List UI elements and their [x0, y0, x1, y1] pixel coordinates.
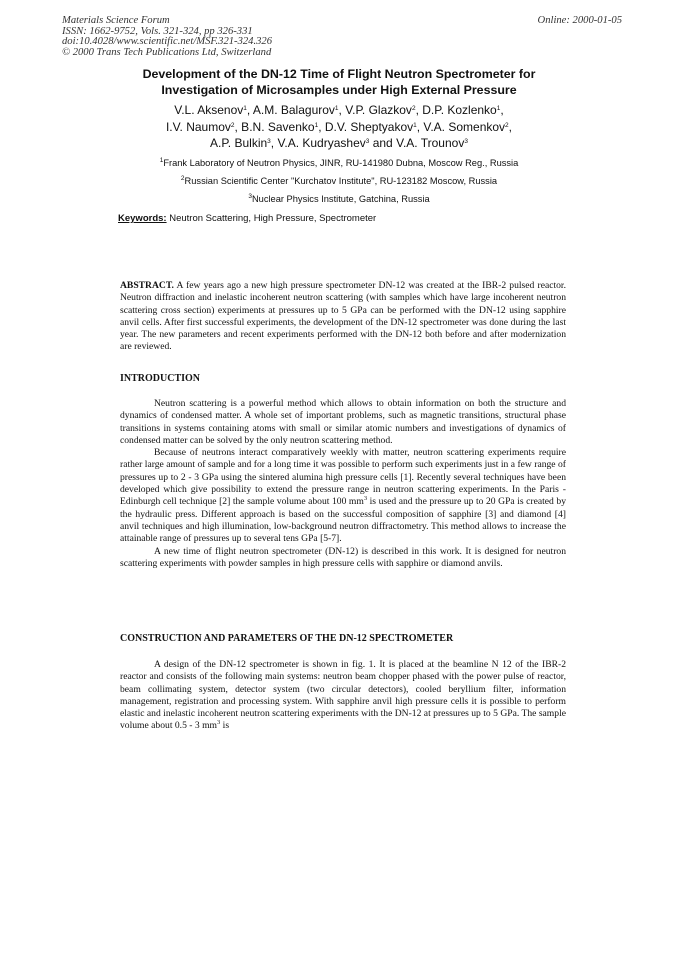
author-list: [62, 102, 616, 152]
affiliation-3: [62, 191, 616, 209]
introduction-paragraph-2: [120, 447, 566, 545]
abstract-text: A few years ago a new high pressure spectrometer DN-12 was created at the IBR-2 pulsed reactor. Neutron diffraction and inelastic incoherent neutron scattering (with samples which have large incoherent neutron scattering cross section) experiments at pressures up to 5 GPa can be performed with the DN-12 using sapphire anvil cells. After first successful experiments, the development of the DN-12 spectrometer was done during the last year. The new parameters and recent experiments performed with the DN-12 both before and after modernization are reviewed.: [120, 280, 566, 353]
author-affil-mark: 3: [365, 138, 370, 145]
author-affil-mark: 1: [334, 105, 339, 112]
affiliation-1: [62, 155, 616, 173]
affiliation-text: Frank Laboratory of Neutron Physics, JINR, RU-141980 Dubna, Moscow Reg., Russia: [163, 158, 519, 168]
online-date: Online: 2000-01-05: [537, 15, 622, 26]
author-name: A.P. Bulkin: [210, 136, 268, 150]
doi-line: doi:10.4028/www.scientific.net/MSF.321-324.326: [62, 36, 272, 48]
construction-body: [120, 659, 566, 733]
author-name: , A.M. Balagurov: [246, 103, 335, 117]
author-separator: ,: [500, 103, 504, 117]
affiliation-text: Nuclear Physics Institute, Gatchina, Russia: [251, 193, 430, 204]
affiliation-mark: 1: [159, 157, 164, 164]
paragraph-text: Because of neutrons interact comparatively weekly with matter, neutron scattering experiments require rather large amount of sample and for a long time it was possible to perform such experiments just in a few range of pressures up to 2 - 3 GPa using the sintered alumina high pressure cells [1]. Recently several techniques have been developed which give possibility to extend the pressure range in neutron scattering experiments. In the Paris - Edinburgh cell technique [2] the sample volume about 100 mm: [120, 447, 566, 508]
keywords: [118, 213, 618, 225]
author-affil-mark: 3: [267, 138, 271, 145]
author-name: , D.V. Sheptyakov: [318, 119, 414, 134]
author-name: and V.A. Trounov: [369, 136, 465, 150]
author-affil-mark: 2: [411, 105, 416, 112]
introduction-paragraph-3: A new time of flight neutron spectrometer (DN-12) is described in this work. It is designed for neutron scattering experiments with powder samples in high pressure cells with sapphire or diamond anvils.: [120, 545, 566, 569]
author-separator: ,: [508, 119, 513, 134]
author-name: V.L. Aksenov: [174, 103, 244, 117]
author-affil-mark: 2: [505, 121, 509, 129]
affiliation-mark: 3: [248, 192, 252, 200]
affiliation-2: [62, 173, 616, 191]
author-affil-mark: 1: [413, 121, 417, 129]
affiliation-list: [62, 155, 616, 208]
author-affil-mark: 1: [314, 121, 319, 129]
author-affil-mark: 1: [243, 105, 247, 112]
running-header: [62, 16, 622, 58]
author-name: , B.N. Savenko: [234, 119, 315, 134]
paragraph-text: A design of the DN-12 spectrometer is shown in fig. 1. It is placed at the beamline N 12 of the IBR-2 reactor and consists of the following main systems: neutron beam chopper phased with the power pulse of reactor, beam collimating system, detector system (two circular detectors), cooled beryllium filter, information management, registration and processing system. With sapphire anvil high pressure cells it is possible to perform elastic and inelastic incoherent neutron scattering experiments with the DN-12 at pressures up to 5 GPa. The sample volume about 0.5 - 3 mm: [120, 659, 566, 732]
construction-heading: CONSTRUCTION AND PARAMETERS OF THE DN-12 SPECTROMETER: [120, 633, 454, 644]
introduction-paragraph-1: Neutron scattering is a powerful method which allows to obtain information on both the structure and dynamics of condensed matter. A whole set of important problems, such as magnetic transitions, structural phase transitions in systems containing atoms with small or similar atomic numbers and investigations of dynamics of condensed matter can be solved by the only neutron scattering method.: [120, 398, 566, 446]
title-line-2: Investigation of Microsamples under High External Pressure: [161, 83, 517, 97]
author-name: I.V. Naumov: [165, 119, 231, 134]
journal-name: Materials Science Forum: [62, 15, 170, 26]
author-name: , D.P. Kozlenko: [415, 103, 497, 117]
paper-title: [62, 66, 616, 98]
author-line-2: [62, 119, 616, 136]
title-line-1: Development of the DN-12 Time of Flight Neutron Spectrometer for: [142, 67, 536, 81]
affiliation-mark: 2: [180, 174, 185, 182]
author-name: , V.A. Somenkov: [416, 119, 506, 134]
keywords-label: Keywords:: [118, 213, 167, 224]
affiliation-text: Russian Scientific Center "Kurchatov Institute", RU-123182 Moscow, Russia: [184, 175, 498, 186]
issn-line: ISSN: 1662-9752, Vols. 321-324, pp 326-331: [62, 25, 253, 37]
author-affil-mark: 1: [496, 105, 501, 112]
construction-paragraph-1: [120, 659, 566, 733]
author-line-1: [62, 102, 616, 119]
introduction-heading: INTRODUCTION: [120, 373, 201, 384]
superscript: 3: [217, 719, 221, 727]
keywords-text: Neutron Scattering, High Pressure, Spectrometer: [166, 213, 377, 224]
copyright-line: © 2000 Trans Tech Publications Ltd, Switzerland: [62, 46, 272, 58]
superscript: 3: [363, 495, 368, 503]
author-line-3: [62, 135, 616, 152]
author-name: , V.P. Glazkov: [338, 103, 412, 117]
paragraph-text: is used and the pressure up to 20 GPa is created by the hydraulic press. Different approach is based on the successful composition of sapphire [3] and diamond [4] anvil techniques and high illumination, low-background neutron diffractometry. This method allows to increase the attainable range of pressures up to several tens GPa [5-7].: [120, 496, 566, 545]
author-affil-mark: 2: [230, 121, 235, 129]
introduction-body: [120, 398, 566, 570]
author-affil-mark: 3: [464, 138, 468, 145]
author-name: , V.A. Kudryashev: [270, 136, 366, 150]
abstract: [120, 280, 566, 354]
abstract-label: ABSTRACT.: [120, 280, 174, 291]
paragraph-text: is: [220, 720, 230, 732]
